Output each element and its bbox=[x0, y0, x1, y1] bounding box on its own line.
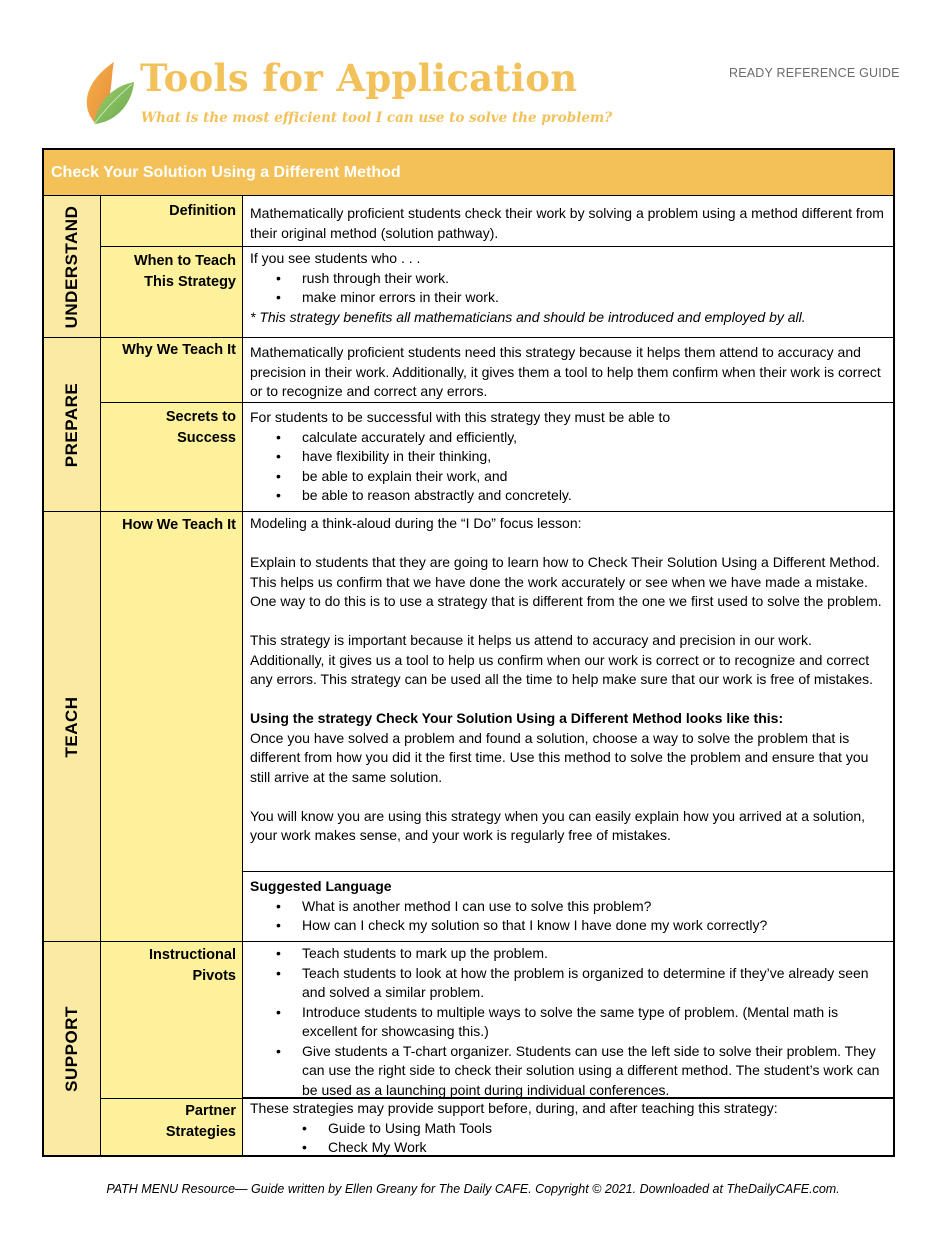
instructional-pivots-list bbox=[250, 944, 885, 1100]
label-why-we-teach: Why We Teach It bbox=[101, 338, 243, 403]
label-definition: Definition bbox=[101, 196, 243, 247]
list-item: • be able to explain their work, and bbox=[250, 467, 885, 487]
list-item: • rush through their work. bbox=[250, 269, 885, 289]
list-item: • have flexibility in their thinking, bbox=[250, 447, 885, 467]
leaf-logo-icon bbox=[84, 60, 134, 126]
page-subtitle: What is the most efficient tool I can use to solve the problem? bbox=[141, 110, 613, 126]
list-item: • Check My Work bbox=[250, 1138, 885, 1158]
suggested-language-content bbox=[243, 872, 893, 942]
when-to-teach-note: * This strategy benefits all mathematicians and should be introduced and employed by all. bbox=[250, 308, 806, 325]
when-to-teach-list bbox=[250, 269, 885, 308]
section-prepare: PREPARE bbox=[44, 338, 101, 512]
list-item: • Give students a T-chart organizer. Students can use the left side to solve their problem. They can use the right side to check their solution using a different method. The student’s work can be used as a launching point during individual conferences. bbox=[250, 1042, 885, 1101]
list-item: • How can I check my solution so that I know I have done my work correctly? bbox=[250, 916, 885, 936]
section-understand: UNDERSTAND bbox=[44, 196, 101, 338]
secrets-content: For students to be successful with this strategy they must be able to • calculate accurately and efficiently, • have flexibility in their thinking, • be able to explain their work, and • be able to reason abstractly and concretely. bbox=[243, 403, 893, 512]
page-title: Tools for Application bbox=[140, 56, 578, 100]
instructional-pivots-content bbox=[243, 942, 893, 1098]
suggested-language-heading: Suggested Language bbox=[250, 878, 392, 894]
partner-strategies-content: These strategies may provide support before, during, and after teaching this strategy: • Guide to Using Math Tools • Check My Work bbox=[243, 1098, 893, 1155]
why-we-teach-content: Mathematically proficient students need this strategy because it helps them attend to accuracy and precision in their work. Additionally, it gives them a tool to help them confirm when their work is correct or to recognize and correct any errors. bbox=[243, 338, 893, 403]
list-item: • Teach students to look at how the problem is organized to determine if they’ve already seen and solved a similar problem. bbox=[250, 964, 885, 1003]
list-item: • calculate accurately and efficiently, bbox=[250, 428, 885, 448]
page-footer: PATH MENU Resource— Guide written by Ellen Greany for The Daily CAFE. Copyright © 2021. Downloaded at TheDailyCAFE.com. bbox=[106, 1182, 840, 1196]
definition-content: Mathematically proficient students check their work by solving a problem using a method different from their original method (solution pathway). bbox=[243, 196, 893, 247]
label-partner-strategies: Partner Strategies bbox=[101, 1098, 243, 1155]
list-item: • make minor errors in their work. bbox=[250, 288, 885, 308]
list-item: • be able to reason abstractly and concretely. bbox=[250, 486, 885, 506]
strategy-title-bar: Check Your Solution Using a Different Method bbox=[44, 150, 893, 196]
section-teach: TEACH bbox=[44, 512, 101, 942]
list-item: • What is another method I can use to solve this problem? bbox=[250, 897, 885, 917]
secrets-list bbox=[250, 428, 885, 506]
when-to-teach-content: If you see students who . . . • rush through their work. • make minor errors in their work. * This strategy benefits all mathematicians and should be introduced and employed by all. bbox=[243, 247, 893, 338]
strategy-table bbox=[42, 148, 895, 1157]
how-we-teach-subheading: Using the strategy Check Your Solution Using a Different Method looks like this: bbox=[250, 710, 784, 726]
list-item: • Teach students to mark up the problem. bbox=[250, 944, 885, 964]
label-secrets-to-success: Secrets to Success bbox=[101, 403, 243, 512]
list-item: • Introduce students to multiple ways to solve the same type of problem. (Mental math is excellent for showcasing this.) bbox=[250, 1003, 885, 1042]
partner-strategies-list bbox=[250, 1119, 885, 1158]
section-support: SUPPORT bbox=[44, 942, 101, 1155]
how-we-teach-content: Modeling a think-aloud during the “I Do” focus lesson: Explain to students that they are going to learn how to Check Their Solution Using a Different Method. This helps us confirm that we have done the work accurately or see when we have made a mistake. One way to do this is to use a strategy that is different from the one we first used to solve the problem. This strategy is important because it helps us attend to accuracy and precision in our work. Additionally, it gives us a tool to help us confirm when our work is correct or to recognize and correct any errors. This strategy can be used all the time to help make sure that our work is free of mistakes. Using the strategy Check Your Solution Using a Different Method looks like this: Once you have solved a problem and found a solution, choose a way to solve the problem that is different from how you did it the first time. Use this method to solve the problem and ensure that you still arrive at the same solution. You will know you are using this strategy when you can easily explain how you arrived at a solution, your work makes sense, and your work is regularly free of mistakes. bbox=[243, 512, 893, 872]
label-instructional-pivots: Instructional Pivots bbox=[101, 942, 243, 1098]
list-item: • Guide to Using Math Tools bbox=[250, 1119, 885, 1139]
suggested-language-list bbox=[250, 897, 885, 936]
page-header bbox=[0, 0, 946, 150]
label-when-to-teach: When to Teach This Strategy bbox=[101, 247, 243, 338]
label-how-we-teach: How We Teach It bbox=[101, 512, 243, 942]
ready-reference-label: READY REFERENCE GUIDE bbox=[729, 66, 900, 80]
